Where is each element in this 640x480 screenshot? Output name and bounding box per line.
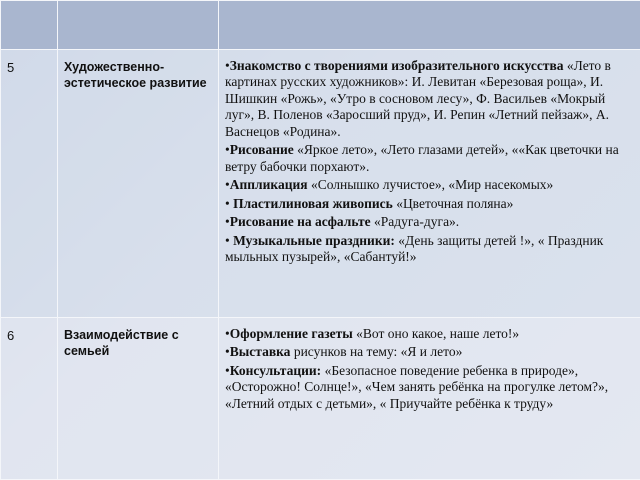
list-item: •Оформление газеты «Вот оно какое, наше лето!» [225, 326, 520, 341]
list-item: • Музыкальные праздники: «День защиты детей !», « Праздник мыльных пузырей», «Сабантуй!» [225, 232, 604, 265]
header-cell-content [219, 1, 640, 50]
activities-cell [219, 50, 640, 318]
item-title: Пластилиновая живопись [229, 195, 393, 211]
item-text: «День защиты детей !», « Праздник мыльных пузырей», «Сабантуй!» [225, 232, 604, 265]
item-title: Оформление газеты [229, 326, 353, 341]
list-item: •Рисование на асфальте «Радуга-дуга». [225, 214, 460, 230]
list-item: •Рисование «Яркое лето», «Лето глазами детей», ««Как цветочки на ветру бабочки порхают». [225, 142, 619, 174]
item-title: Рисование на асфальте [229, 214, 371, 230]
area-name: Художественно-эстетическое развитие [58, 50, 219, 318]
table-row [1, 318, 640, 480]
list-item: • Пластилиновая живопись «Цветочная поляна» [225, 195, 514, 211]
item-text: «Безопасное поведение ребенка в природе», «Осторожно! Солнце!», «Чем занять ребёнка на прогулке летом?», «Летний отдых с детьми», « Приучайте ребёнка к труду» [225, 362, 609, 411]
item-text: «Лето в картинах русских художников»: И. Левитан «Березовая роща», И. Шишкин «Рожь», «Утро в сосновом лесу», Ф. Васильев «Мокрый луг», В. Поленов «Заросший пруд», И. Репин «Летний пейзаж», А. Васнецов «Родина». [225, 58, 611, 139]
list-item: •Консультации: «Безопасное поведение ребенка в природе», «Осторожно! Солнце!», «Чем занять ребёнка на прогулке летом?», «Летний отдых с детьми», « Приучайте ребёнка к труду» [225, 362, 609, 411]
list-item: •Аппликация «Солнышко лучистое», «Мир насекомых» [225, 177, 554, 193]
header-cell-area [58, 1, 219, 50]
item-title: Знакомство с творениями изобразительного искусства [229, 58, 564, 73]
item-title: Аппликация [229, 177, 308, 193]
item-text: «Цветочная поляна» [392, 195, 514, 211]
item-text: рисунков на тему: «Я и лето» [290, 344, 463, 360]
activities-cell [219, 318, 640, 480]
area-name: Взаимодействие с семьей [58, 318, 219, 480]
item-text: «Вот оно какое, наше лето!» [352, 326, 520, 341]
item-text: «Солнышко лучистое», «Мир насекомых» [307, 177, 554, 193]
item-text: «Радуга-дуга». [370, 214, 460, 230]
list-item: •Знакомство с творениями изобразительного искусства «Лето в картинах русских художников»: И. Левитан «Березовая роща», И. Шишкин «Рожь», «Утро в сосновом лесу», Ф. Васильев «Мокрый луг», В. Поленов «Заросший пруд», И. Репин «Летний пейзаж», А. Васнецов «Родина». [225, 58, 611, 139]
item-text: «Яркое лето», «Лето глазами детей», ««Как цветочки на ветру бабочки порхают». [225, 142, 619, 174]
item-title: Музыкальные праздники: [229, 232, 395, 248]
list-item: •Выставка рисунков на тему: «Я и лето» [225, 344, 463, 360]
item-title: Консультации: [229, 362, 322, 378]
row-number: 5 [1, 50, 58, 318]
header-row [1, 1, 640, 50]
item-title: Выставка [229, 344, 291, 360]
row-number: 6 [1, 318, 58, 480]
header-cell-number [1, 1, 58, 50]
table-row [1, 50, 640, 318]
item-title: Рисование [229, 142, 294, 158]
